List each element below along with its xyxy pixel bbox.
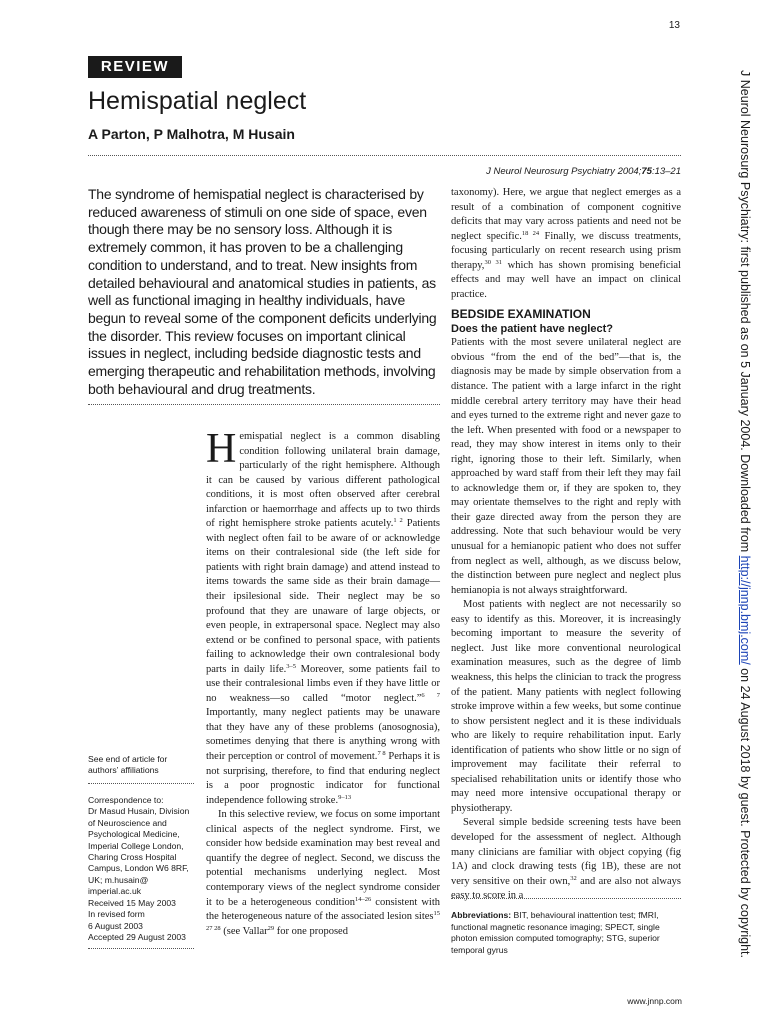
note-line: Psychological Medicine, (88, 829, 180, 840)
note-divider-bottom (88, 948, 194, 949)
citation-line (380, 166, 681, 177)
dates-note (88, 898, 196, 944)
note-line: Imperial College London, (88, 840, 184, 851)
correspondence-note (88, 795, 196, 898)
citation-ref: 1 2 (393, 517, 403, 525)
body-text: taxonomy). Here, we argue that neglect emerges as a result of a combination of component cognitive deficits that may vary across patients and need not be neglect specific. (451, 187, 681, 242)
continued-paragraph (451, 186, 681, 302)
note-line: 6 August 2003 (88, 920, 143, 931)
right-column (451, 186, 681, 904)
header-divider (88, 155, 681, 156)
note-line: authors’ affiliations (88, 765, 159, 776)
citation-volume: 75 (641, 166, 652, 177)
note-line: Dr Masud Husain, Division (88, 806, 190, 817)
abbreviations-divider (451, 898, 681, 899)
abstract (88, 186, 440, 398)
vertical-download-notice (737, 70, 753, 958)
author-list: A Parton, P Malhotra, M Husain (88, 126, 295, 142)
intro-text: for one proposed (274, 925, 348, 937)
subsection-heading: Does the patient have neglect? (451, 323, 613, 336)
journal-link[interactable]: http://jnnp.bmj.com/ (738, 555, 752, 665)
citation-ref: 32 (570, 874, 577, 882)
notice-text: on 24 August 2018 by guest. Protected by copyright. (738, 664, 752, 958)
citation-ref: 14–26 (355, 895, 372, 903)
note-line: UK; m.husain@ (88, 874, 149, 885)
intro-text: Perhaps it is not surprising, therefore, to find that enduring neglect is a poor prognostic indicator for functional independence following stroke. (206, 751, 440, 806)
citation-ref: 18 24 (521, 229, 540, 237)
citation-ref: 29 (267, 924, 275, 932)
note-line: Campus, London W6 8RF, (88, 863, 189, 874)
citation-pages: :13–21 (651, 166, 681, 177)
intro-text: Patients with neglect often fail to be aware of or acknowledge items on their contralesional side (the left side for patients with right brain damage) and attend instead to items towards the same side as their brain damage—their ipsilesional side. Their neglect may be so profound that they are unaware of large objects, or even people, in extrapersonal space. Neglect may also extend or be confined to personal space, with patients failing to acknowledge their own contralesional body parts in daily life. (206, 518, 441, 675)
bedside-paragraph-2: Most patients with neglect are not necessarily so easy to identify as this. Moreover, it is increasingly becoming important to measure the severity of neglect. Just like more conventional neurological examination measures, such as the degree of limb weakness, this helps the clinician to track the progress of the patient. Many patients with neglect following stroke improve within a few weeks, but some continue to show persistent neglect and it is these individuals who are likely to require rehabilitation input. Early identification of patients who show little or no sign of improvement may facilitate their referral to specialised rehabilitation units or identify those who may need more intensive occupational therapy or physiotherapy. (451, 599, 681, 814)
drop-cap: H (206, 426, 237, 472)
body-text: which has shown promising beneficial effects and may well have an impact on clinical practice. (451, 259, 681, 300)
body-text: and are also not always easy to score in a (451, 875, 681, 902)
citation-ref: 15 27 28 (206, 910, 440, 932)
affiliations-note (88, 754, 196, 777)
note-line: Received 15 May 2003 (88, 898, 176, 908)
abstract-divider (88, 404, 440, 405)
citation-ref: 3–5 (286, 662, 296, 670)
body-text: Finally, we discuss treatments, focusing particularly on recent research using prism therapy, (451, 230, 681, 271)
intro-text: consistent with the heterogeneous nature of the associated lesion sites (206, 896, 440, 923)
citation-ref: 7 8 (377, 750, 386, 758)
intro-text: (see Vallar (220, 925, 268, 937)
intro-text: Moreover, some patients fail to use their contralesional limbs even if they have little or no weakness—so called “motor neglect.” (206, 663, 440, 704)
note-line: In revised form (88, 909, 145, 920)
note-divider (88, 783, 194, 784)
section-heading: BEDSIDE EXAMINATION (451, 307, 591, 322)
citation-ref: 30 31 (484, 258, 503, 266)
section-label: REVIEW (88, 56, 182, 78)
intro-column (206, 426, 441, 939)
page-title: Hemispatial neglect (88, 87, 307, 115)
note-line: of Neuroscience and (88, 817, 167, 828)
note-line: Charing Cross Hospital (88, 852, 177, 863)
intro-text: In this selective review, we focus on some important clinical aspects of the neglect syndrome. First, we consider how bedside examination may best reveal and quantify the degree of neglect. Second, we discuss the potential mechanisms underlying neglect. Most contemporary views of the neglect syndrome consider it to be a heterogeneous condition (206, 809, 440, 908)
abstract-text: The syndrome of hemispatial neglect is characterised by reduced awareness of stimuli on one side of space, even though there may be no sensory loss. Although it is extremely common, it has proven to be a challenging condition to understand, and to treat. New insights from detailed behavioural and anatomical studies in patients, as well as functional imaging in healthy individuals, have begun to reveal some of the component deficits underlying the disorder. This review focuses on important clinical issues in neglect, including bedside diagnostic tests and emerging therapeutic and rehabilitation methods, involving both behavioural and drug treatments. (88, 186, 437, 397)
abbreviations-label: Abbreviations: (451, 910, 512, 920)
notice-text: J Neurol Neurosurg Psychiatry: first published as on 5 January 2004. Downloaded from (738, 70, 752, 556)
citation-journal: J Neurol Neurosurg Psychiatry 2004; (486, 166, 642, 177)
intro-paragraph-2 (206, 808, 440, 939)
body-text: Several simple bedside screening tests have been developed for the assessment of neglect. Although many clinicians are familiar with object copying (fig 1A) and clock drawing tests (fig 1B), these are not very sensitive on their own, (451, 817, 681, 887)
bedside-paragraph-3 (451, 816, 681, 903)
citation-ref: 6 7 (421, 691, 441, 699)
intro-paragraph-1 (206, 426, 441, 808)
note-line: Correspondence to: (88, 795, 164, 805)
note-line: Accepted 29 August 2003 (88, 932, 186, 943)
abbreviations-text: BIT, behavioural inattention test; fMRI, functional magnetic resonance imaging; SPECT, single photon emission computed tomography; STG, superior temporal gyrus (451, 910, 660, 955)
page-number: 13 (668, 20, 680, 31)
note-line: imperial.ac.uk (88, 886, 142, 897)
abbreviations-box (451, 910, 683, 956)
intro-text: Importantly, many neglect patients may be unaware that they have any of these problems (anosognosia), sometimes denying that there is anything wrong with their perception or control of movement. (206, 707, 440, 763)
note-line: See end of article for (88, 754, 168, 764)
intro-text: emispatial neglect is a common disabling condition following unilateral brain damage, particularly of the right hemisphere. Although it can be caused by various different pathological conditions, it is most often observed after cerebral infarction or haemorrhage and affects up to two thirds of right hemisphere stroke patients acutely. (206, 431, 440, 530)
citation-ref: 9–13 (338, 793, 352, 801)
bedside-paragraph-1: Patients with the most severe unilateral neglect are obvious “from the end of the bed”—that is, the diagnosis may be made by simple observation from a distance. The patient with a large infarct in the right middle cerebral artery territory may have their head and eyes turned to the extreme right and never gaze to the left. When presented with food or a newspaper to read, they may show interest in items only to their right, ignoring those to their left. Similarly, when approached by ward staff from their left they may fail to acknowledge them or, if they are spoken to, they may orientate themselves to the right and reply with their gaze directed away from the person they are addressing. Note that such behaviour would be very unusual for a hemianopic patient who does not suffer from neglect as well, although, as we discuss below, the distinction between pure neglect and neglect plus hemianopia is not always straightforward. (451, 337, 681, 596)
footer-url[interactable]: www.jnnp.com (627, 996, 682, 1006)
